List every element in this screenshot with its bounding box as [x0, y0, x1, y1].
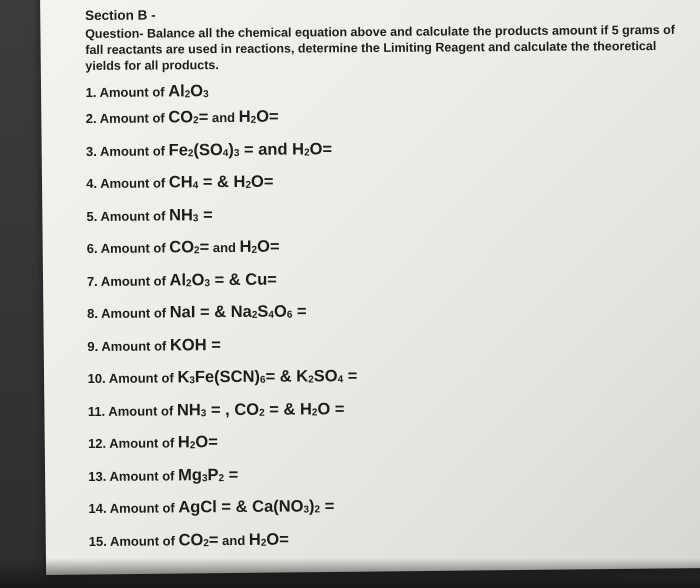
list-item: 10. Amount of $K_3Fe(SCN)_6=$ & $K_2SO_4$ =	[87, 367, 358, 387]
items-list	[86, 76, 684, 561]
list-item: 1. Amount of $Al_2O_3$	[85, 82, 209, 101]
list-item: 13. Amount of $Mg_3P_2$ =	[88, 465, 239, 484]
list-item: 5. Amount of $NH_3$ =	[86, 205, 213, 224]
list-item: 4. Amount of $CH_4$ = & $H_2O=$	[86, 172, 274, 192]
list-item: 3. Amount of $Fe_2(SO_4)_3$ = and $H_2O=$	[85, 139, 333, 159]
document-content	[85, 4, 684, 561]
list-item: 12. Amount of $H_2O=$	[87, 433, 218, 452]
section-title: Section B -	[85, 7, 156, 23]
list-item: 11. Amount of $NH_3$ = , $CO_2$ = & $H_2O$ =	[87, 399, 345, 419]
list-item: 14. Amount of AgCl = & $Ca(NO_3)_2$ =	[88, 497, 335, 517]
list-item: 8. Amount of NaI = & $Na_2S_4O_6$ =	[87, 302, 307, 322]
list-item: 9. Amount of KOH =	[87, 335, 221, 354]
list-item: 15. Amount of $CO_2=$ and $H_2O=$	[88, 530, 289, 549]
question-text: Question- Balance all the chemical equation above and calculate the products amount if 5 grams of fall reactants are used in reactions, determine the Limiting Reagent and calculate the theoretical yields for all products.	[85, 22, 675, 73]
list-item: 2. Amount of $CO_2=$ and $H_2O=$	[85, 107, 279, 127]
list-item: 7. Amount of $Al_2O_3$ = & Cu=	[86, 270, 277, 289]
list-item: 6. Amount of $CO_2=$ and $H_2O=$	[86, 237, 280, 257]
table-shadow	[0, 558, 700, 588]
